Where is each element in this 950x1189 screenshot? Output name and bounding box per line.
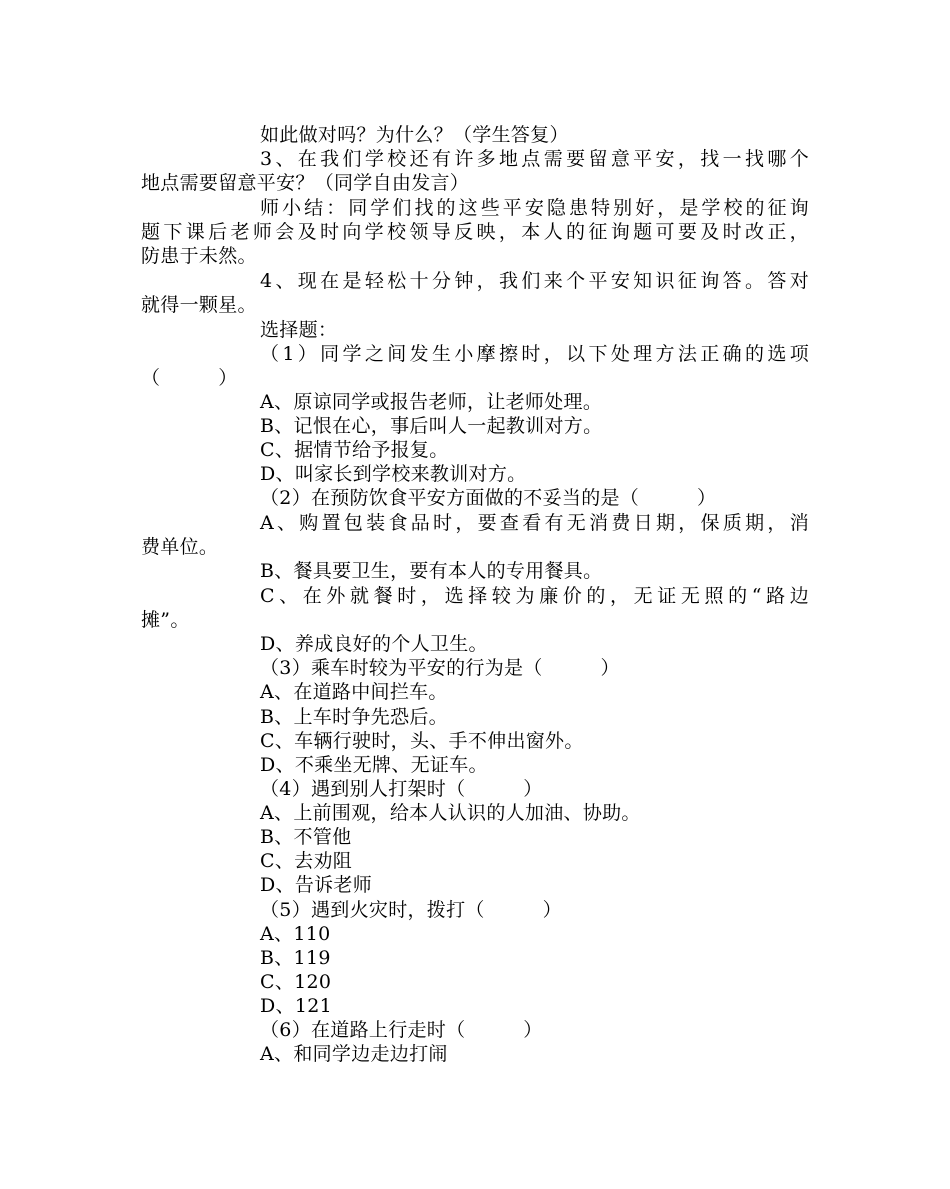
- question-2: （2）在预防饮食平安方面做的不妥当的是（ ）: [260, 487, 717, 509]
- q4-option-d: D、告诉老师: [260, 874, 373, 896]
- question-3: （3）乘车时较为平安的行为是（ ）: [260, 657, 620, 679]
- question-1-blank: （ ）: [141, 367, 238, 389]
- text-line-question-intro: 如此做对吗？为什么？（学生答复）: [260, 124, 569, 146]
- q2-option-d: D、养成良好的个人卫生。: [260, 633, 488, 655]
- text-line-item-3: 3、在我们学校还有许多地点需要留意平安，找一找哪个: [260, 148, 809, 170]
- q1-option-b: B、记恨在心，事后叫人一起教训对方。: [260, 415, 603, 437]
- question-5: （5）遇到火灾时，拨打（ ）: [260, 899, 562, 921]
- q2-option-c: C、在外就餐时，选择较为廉价的，无证无照的“路边: [260, 585, 809, 607]
- q2-option-c-cont: 摊”。: [141, 609, 190, 631]
- text-line-item-3-cont: 地点需要留意平安？（同学自由发言）: [141, 172, 470, 194]
- question-6: （6）在道路上行走时（ ）: [260, 1019, 543, 1041]
- q5-option-d: D、121: [260, 995, 332, 1017]
- q1-option-d: D、叫家长到学校来教训对方。: [260, 463, 527, 485]
- section-heading-choice: 选择题：: [260, 319, 338, 341]
- text-line-teacher-summary-cont: 题下课后老师会及时向学校领导反映，本人的征询题可要及时改正，: [141, 221, 809, 243]
- q6-option-a: A、和同学边走边打闹: [260, 1043, 448, 1065]
- q2-option-a: A、购置包装食品时，要查看有无消费日期，保质期，消: [260, 512, 809, 534]
- q2-option-b: B、餐具要卫生，要有本人的专用餐具。: [260, 560, 603, 582]
- q1-option-c: C、据情节给予报复。: [260, 439, 449, 461]
- q4-option-b: B、不管他: [260, 826, 352, 848]
- q4-option-c: C、去劝阻: [260, 850, 353, 872]
- question-4: （4）遇到别人打架时（ ）: [260, 778, 543, 800]
- text-line-item-4-cont: 就得一颗星。: [141, 294, 257, 316]
- q4-option-a: A、上前围观，给本人认识的人加油、协助。: [260, 802, 641, 824]
- q1-option-a: A、原谅同学或报告老师，让老师处理。: [260, 391, 603, 413]
- q5-option-a: A、110: [260, 923, 331, 945]
- text-line-item-4: 4、现在是轻松十分钟，我们来个平安知识征询答。答对: [260, 270, 809, 292]
- q5-option-c: C、120: [260, 971, 332, 993]
- q5-option-b: B、119: [260, 947, 331, 969]
- q3-option-c: C、车辆行驶时，头、手不伸出窗外。: [260, 730, 584, 752]
- q3-option-b: B、上车时争先恐后。: [260, 706, 448, 728]
- q3-option-d: D、不乘坐无牌、无证车。: [260, 754, 488, 776]
- question-1: （1）同学之间发生小摩擦时，以下处理方法正确的选项: [260, 343, 809, 365]
- text-line-teacher-summary: 师小结：同学们找的这些平安隐患特别好，是学校的征询: [260, 197, 809, 219]
- text-line-teacher-summary-end: 防患于未然。: [141, 245, 257, 267]
- q2-option-a-cont: 费单位。: [141, 536, 219, 558]
- q3-option-a: A、在道路中间拦车。: [260, 681, 448, 703]
